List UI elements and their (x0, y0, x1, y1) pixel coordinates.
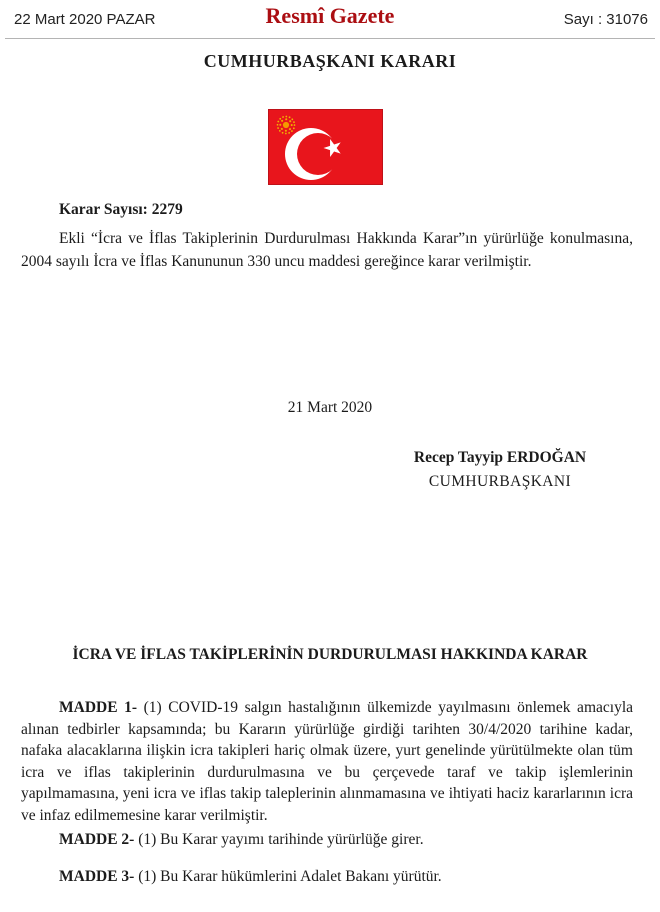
article-3-label: MADDE 3- (59, 868, 135, 885)
masthead-date: 22 Mart 2020 PAZAR (14, 11, 156, 28)
article-2-label: MADDE 2- (59, 831, 135, 848)
masthead-issue-number: Sayı : 31076 (563, 11, 648, 28)
article-1-body: (1) COVID-19 salgın hastalığının ülkemizde yayılmasını önlemek amacıyla alınan tedbirler kapsamında; bu Kararın yürürlüğe girdiği tarihten 30/4/2020 tarihine kadar, nafaka alacaklarına ilişkin icra takipleri hariç olmak üzere, yurt genelinde yürütülmekte olan tüm icra ve iflas takiplerinin durdurulmasına ve bu çerçevede taraf ve takip işlemlerinin yapılmamasına, yeni icra ve iflas takip taleplerinin alınmamasına ve ihtiyati haciz kararlarının icra ve infaz edilmemesine karar verilmiştir. (21, 699, 633, 824)
decision-number: Karar Sayısı: 2279 (59, 201, 183, 218)
article-madde-2 (21, 831, 633, 849)
decision-date: 21 Mart 2020 (287, 399, 373, 416)
signer-name: Recep Tayyip ERDOĞAN (413, 449, 587, 466)
signature-block (400, 446, 600, 494)
masthead-title: Resmî Gazete (265, 3, 395, 28)
article-1-label: MADDE 1- (59, 699, 138, 716)
article-2-body: (1) Bu Karar yayımı tarihinde yürürlüğe girer. (134, 831, 424, 848)
decision-intro-paragraph: Ekli “İcra ve İflas Takiplerinin Durdurulması Hakkında Karar”ın yürürlüğe konulmasına, 2004 sayılı İcra ve İflas Kanununun 330 uncu maddesi gereğince karar verilmiştir. (21, 230, 633, 270)
masthead-divider (5, 38, 655, 39)
sun-emblem-icon (278, 117, 295, 134)
decree-title: İCRA VE İFLAS TAKİPLERİNİN DURDURULMASI HAKKINDA KARAR (72, 646, 588, 663)
article-3-body: (1) Bu Karar hükümlerini Adalet Bakanı yürütür. (134, 868, 442, 885)
signer-title: CUMHURBAŞKANI (428, 473, 572, 490)
turkish-flag-image (268, 109, 383, 185)
decision-heading: CUMHURBAŞKANI KARARI (203, 51, 457, 71)
article-madde-3 (21, 868, 633, 886)
turkish-flag-icon (268, 109, 383, 185)
article-madde-1 (21, 697, 633, 826)
